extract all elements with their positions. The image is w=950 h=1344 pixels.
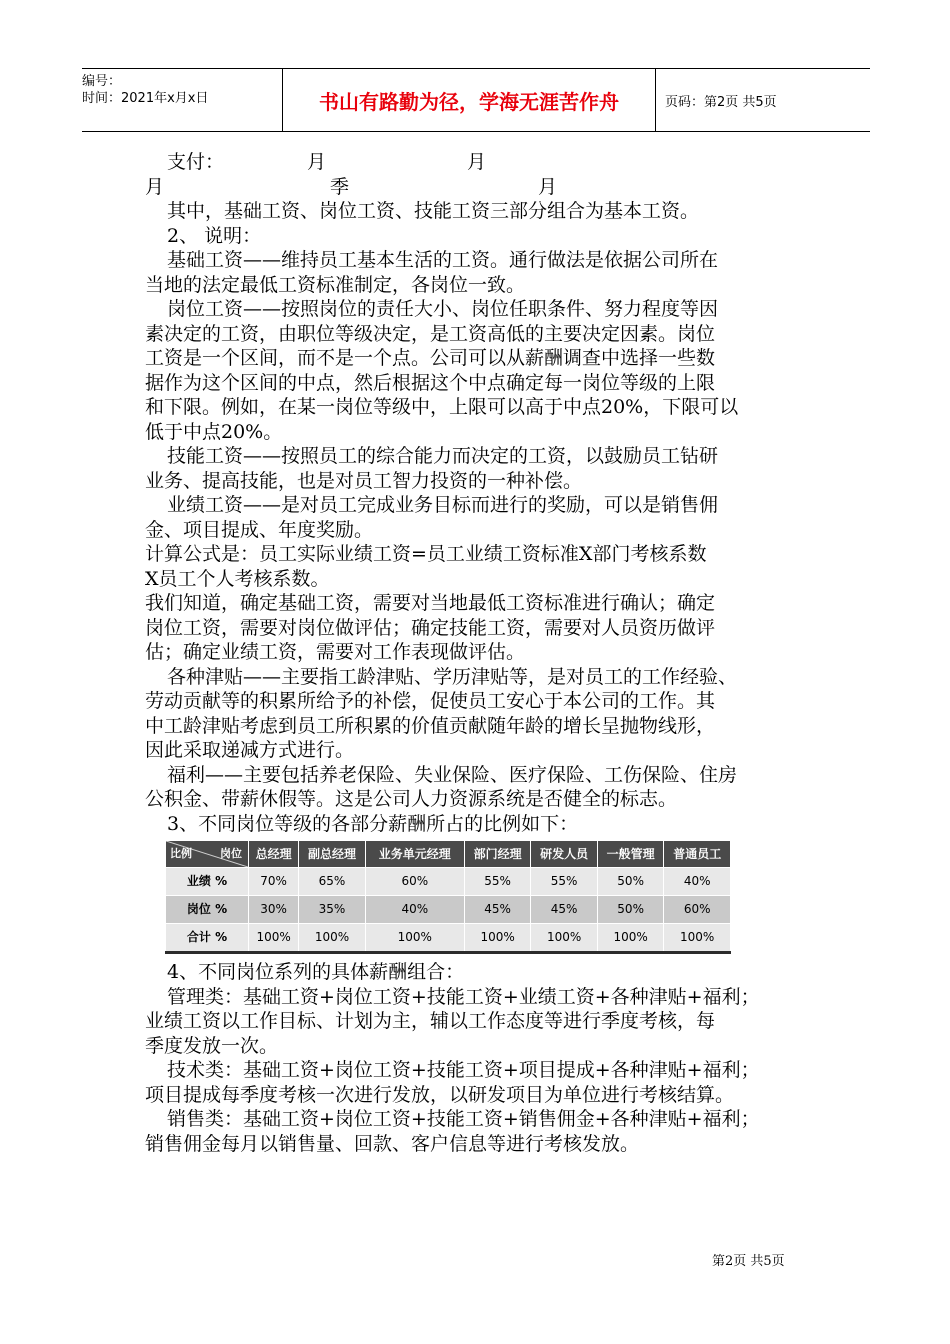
table-row — [166, 924, 731, 953]
section-heading: 3、不同岗位等级的各部分薪酬所占的比例如下： — [167, 812, 579, 835]
pay-month-4: 月 — [538, 175, 558, 198]
column-header: 研发人员 — [531, 841, 598, 868]
paragraph-line: 季度发放一次。 — [145, 1034, 279, 1057]
paragraph-line: 岗位工资，需要对岗位做评估；确定技能工资，需要对人员资历做评 — [145, 616, 716, 639]
table-cell: 100% — [365, 924, 464, 953]
paragraph-line: 我们知道，确定基础工资，需要对当地最低工资标准进行确认；确定 — [145, 592, 716, 614]
table-cell: 100% — [249, 924, 299, 953]
table-cell: 50% — [597, 896, 664, 924]
paragraph-line: 素决定的工资，由职位等级决定，是工资高低的主要决定因素。岗位 — [145, 322, 716, 345]
paragraph-line: 中工龄津贴考虑到员工所积累的价值贡献随年龄的增长呈抛物线形， — [145, 714, 716, 737]
paragraph-line: 管理类：基础工资+岗位工资+技能工资+业绩工资+各种津贴+福利； — [167, 985, 760, 1008]
table-cell: 100% — [464, 924, 531, 953]
table-cell: 40% — [365, 896, 464, 924]
paragraph-line: 劳动贡献等的积累所给予的补偿，促使员工安心于本公司的工作。其 — [145, 690, 716, 712]
table-cell: 100% — [531, 924, 598, 953]
paragraph-line: 项目提成每季度考核一次进行发放，以研发项目为单位进行考核结算。 — [145, 1083, 735, 1106]
paragraph-line: 各种津贴——主要指工龄津贴、学历津贴等，是对员工的工作经验、 — [167, 665, 738, 688]
paragraph-line: 据作为这个区间的中点，然后根据这个中点确定每一岗位等级的上限 — [145, 371, 716, 394]
table-cell: 50% — [597, 868, 664, 896]
pay-month-1: 月 — [307, 151, 327, 173]
paragraph-line: 和下限。例如，在某一岗位等级中，上限可以高于中点20%，下限可以 — [145, 396, 739, 418]
row-label: 业绩 % — [166, 868, 249, 896]
table-cell: 60% — [365, 868, 464, 896]
table-row — [166, 896, 731, 924]
paragraph-line: 技术类：基础工资+岗位工资+技能工资+项目提成+各种津贴+福利； — [167, 1059, 760, 1081]
paragraph: 其中，基础工资、岗位工资、技能工资三部分组合为基本工资。 — [167, 200, 700, 222]
paragraph-line: 估；确定业绩工资，需要对工作表现做评估。 — [145, 641, 526, 663]
row-label: 岗位 % — [166, 896, 249, 924]
table-cell: 45% — [464, 896, 531, 924]
table-cell: 60% — [664, 896, 731, 924]
time-label: 时间：2021年x月x日 — [82, 91, 209, 106]
column-header: 总经理 — [249, 841, 299, 868]
paragraph-line: 销售佣金每月以销售量、回款、客户信息等进行考核发放。 — [145, 1132, 640, 1155]
table-cell: 35% — [299, 896, 366, 924]
paragraph-line: 金、项目提成、年度奖励。 — [145, 518, 374, 541]
pay-month-3: 月 — [145, 175, 165, 198]
corner-top-label: 岗位 — [220, 847, 242, 860]
column-header: 一般管理 — [597, 841, 664, 868]
motto: 书山有路勤为径，学海无涯苦作舟 — [319, 89, 619, 114]
pay-quarter: 季 — [330, 175, 350, 198]
table-cell: 40% — [664, 868, 731, 896]
table-cell: 70% — [249, 868, 299, 896]
salary-ratio-table — [165, 840, 731, 954]
pay-line-1 — [145, 150, 815, 175]
corner-bottom-label: 比例 — [170, 846, 192, 860]
section-heading: 2、 说明： — [167, 224, 262, 247]
paragraph-line: 工资是一个区间，而不是一个点。公司可以从薪酬调查中选择一些数 — [145, 347, 716, 369]
table-cell: 100% — [597, 924, 664, 953]
table-cell: 100% — [299, 924, 366, 953]
paragraph-line: 公积金、带薪休假等。这是公司人力资源系统是否健全的标志。 — [145, 788, 678, 810]
column-header: 副总经理 — [299, 841, 366, 868]
paragraph-line: 低于中点20%。 — [145, 420, 283, 443]
pay-label: 支付： — [167, 151, 225, 173]
header-page-info: 页码：第2页 共5页 — [665, 94, 777, 110]
paragraph-line: 因此采取递减方式进行。 — [145, 739, 355, 761]
pay-month-2: 月 — [467, 151, 487, 173]
table-cell: 65% — [299, 868, 366, 896]
paragraph-line: 业务、提高技能，也是对员工智力投资的一种补偿。 — [145, 469, 583, 492]
pay-line-2 — [145, 175, 815, 200]
paragraph-line: 基础工资——维持员工基本生活的工资。通行做法是依据公司所在 — [167, 249, 719, 271]
paragraph-line: 福利——主要包括养老保险、失业保险、医疗保险、工伤保险、住房 — [167, 763, 738, 786]
header-motto-cell — [282, 69, 656, 131]
page-footer: 第2页 共5页 — [712, 1254, 785, 1269]
table-header-row — [166, 841, 731, 868]
page-header — [82, 68, 870, 132]
table-cell: 45% — [531, 896, 598, 924]
table-cell: 55% — [531, 868, 598, 896]
paragraph-line: 业绩工资以工作目标、计划为主，辅以工作态度等进行季度考核，每 — [145, 1010, 716, 1032]
paragraph-line: 业绩工资——是对员工完成业务目标而进行的奖励，可以是销售佣 — [167, 494, 719, 516]
paragraph-line: 销售类：基础工资+岗位工资+技能工资+销售佣金+各种津贴+福利； — [167, 1108, 760, 1130]
row-label: 合计 % — [166, 924, 249, 953]
document-body — [145, 150, 815, 1156]
column-header: 业务单元经理 — [365, 841, 464, 868]
header-meta — [82, 69, 282, 135]
table-corner-cell — [166, 841, 249, 868]
paragraph-line: 技能工资——按照员工的综合能力而决定的工资，以鼓励员工钻研 — [167, 445, 719, 467]
column-header: 部门经理 — [464, 841, 531, 868]
paragraph-line: 岗位工资——按照岗位的责任大小、岗位任职条件、努力程度等因 — [167, 298, 719, 320]
table-cell: 30% — [249, 896, 299, 924]
paragraph-line: 当地的法定最低工资标准制定，各岗位一致。 — [145, 273, 526, 296]
table-cell: 55% — [464, 868, 531, 896]
table-cell: 100% — [664, 924, 731, 953]
paragraph-line: 计算公式是：员工实际业绩工资=员工业绩工资标准X部门考核系数 — [145, 543, 707, 565]
number-label: 编号： — [82, 74, 122, 89]
section-heading: 4、不同岗位系列的具体薪酬组合： — [167, 961, 465, 983]
paragraph-line: X员工个人考核系数。 — [145, 567, 330, 590]
column-header: 普通员工 — [664, 841, 731, 868]
table-row — [166, 868, 731, 896]
